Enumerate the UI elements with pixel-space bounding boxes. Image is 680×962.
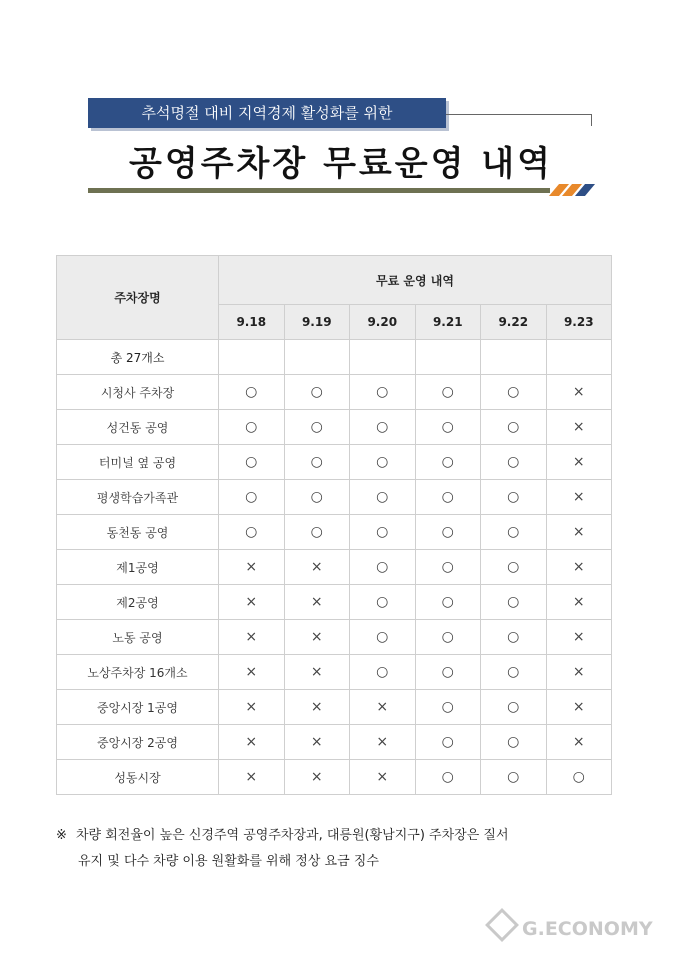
availability-mark: × [219,725,285,760]
availability-mark: ○ [219,480,285,515]
availability-mark: ○ [350,550,416,585]
free-operation-header: 무료 운영 내역 [219,256,612,305]
availability-mark: × [546,620,612,655]
availability-mark: × [219,585,285,620]
availability-mark: ○ [284,445,350,480]
availability-mark: ○ [481,620,547,655]
availability-mark: ○ [415,375,481,410]
parking-lot-name: 평생학습가족관 [57,480,219,515]
table-row [57,585,612,620]
availability-mark: × [284,725,350,760]
table-row [57,620,612,655]
availability-mark: ○ [415,445,481,480]
date-header: 9.23 [546,305,612,340]
availability-mark: ○ [219,375,285,410]
availability-mark: × [219,620,285,655]
availability-mark: ○ [481,760,547,795]
parking-lot-name: 동천동 공영 [57,515,219,550]
availability-mark: ○ [481,515,547,550]
table-row [57,410,612,445]
cube-logo-icon [485,908,519,942]
availability-mark: ○ [481,655,547,690]
availability-mark: ○ [284,375,350,410]
availability-mark: ○ [415,585,481,620]
table-row [57,515,612,550]
availability-mark: × [284,620,350,655]
availability-mark: × [284,760,350,795]
availability-mark: × [219,550,285,585]
availability-mark: ○ [350,375,416,410]
availability-mark: ○ [415,480,481,515]
availability-mark: × [350,760,416,795]
parking-lot-name: 성건동 공영 [57,410,219,445]
subtitle-banner: 추석명절 대비 지역경제 활성화를 위한 [88,98,446,128]
availability-mark: × [284,655,350,690]
total-row [57,340,612,375]
availability-mark: ○ [481,550,547,585]
availability-mark: ○ [350,480,416,515]
availability-mark: × [546,585,612,620]
availability-mark: × [284,690,350,725]
availability-mark: ○ [481,690,547,725]
availability-mark: ○ [481,445,547,480]
frame-line [446,114,592,115]
availability-mark: ○ [350,655,416,690]
availability-mark: ○ [284,410,350,445]
availability-mark: × [546,480,612,515]
availability-mark: ○ [481,585,547,620]
table-row [57,655,612,690]
note-line-1: 차량 회전율이 높은 신경주역 공영주차장과, 대릉원(황남지구) 주차장은 질서 [76,828,509,843]
availability-mark: ○ [415,620,481,655]
availability-mark: ○ [481,375,547,410]
availability-mark: × [284,550,350,585]
date-header: 9.22 [481,305,547,340]
frame-line-corner [591,114,592,126]
date-header: 9.21 [415,305,481,340]
availability-mark: × [546,445,612,480]
availability-mark: × [350,690,416,725]
page-title: 공영주차장 무료운영 내역 [129,144,553,184]
availability-mark: × [219,690,285,725]
table-row [57,550,612,585]
availability-mark: × [546,690,612,725]
total-label: 총 27개소 [57,340,219,375]
footnote [56,823,616,875]
availability-mark: ○ [415,515,481,550]
availability-mark: × [350,725,416,760]
availability-mark: × [546,515,612,550]
parking-lot-name: 제1공영 [57,550,219,585]
availability-mark: ○ [350,585,416,620]
availability-mark: × [219,760,285,795]
parking-lot-name: 중앙시장 1공영 [57,690,219,725]
parking-lot-name: 터미널 옆 공영 [57,445,219,480]
availability-mark: ○ [350,410,416,445]
table-row [57,480,612,515]
title-underline-bar [88,188,550,193]
availability-mark: ○ [284,480,350,515]
table-row [57,375,612,410]
availability-mark: × [546,410,612,445]
table-row [57,725,612,760]
date-header: 9.18 [219,305,285,340]
parking-lot-name: 노동 공영 [57,620,219,655]
table-row [57,760,612,795]
availability-mark: ○ [219,515,285,550]
availability-mark: ○ [415,690,481,725]
availability-mark: ○ [219,445,285,480]
availability-mark: ○ [350,620,416,655]
availability-mark: ○ [481,410,547,445]
note-symbol: ※ [56,828,67,843]
availability-mark: × [219,655,285,690]
parking-lot-name: 노상주차장 16개소 [57,655,219,690]
date-header: 9.19 [284,305,350,340]
availability-mark: ○ [219,410,285,445]
note-line-2: 유지 및 다수 차량 이용 원활화를 위해 정상 요금 징수 [78,854,379,869]
document-header [88,98,594,198]
availability-mark: × [546,375,612,410]
availability-mark: ○ [546,760,612,795]
availability-mark: ○ [481,480,547,515]
availability-mark: ○ [415,760,481,795]
parking-lot-name: 시청사 주차장 [57,375,219,410]
watermark-logo [490,913,653,940]
name-column-header: 주차장명 [57,256,219,340]
availability-mark: ○ [415,550,481,585]
parking-lot-name: 성동시장 [57,760,219,795]
parking-lot-name: 제2공영 [57,585,219,620]
table-row [57,690,612,725]
availability-mark: × [546,550,612,585]
availability-mark: ○ [350,515,416,550]
watermark-text: G.ECONOMY [522,918,653,940]
parking-lot-name: 중앙시장 2공영 [57,725,219,760]
availability-mark: × [546,655,612,690]
availability-mark: ○ [415,725,481,760]
availability-mark: ○ [481,725,547,760]
availability-mark: × [546,725,612,760]
availability-mark: ○ [350,445,416,480]
availability-mark: ○ [284,515,350,550]
parking-schedule-table [56,255,612,795]
availability-mark: ○ [415,410,481,445]
table-row [57,445,612,480]
availability-mark: ○ [415,655,481,690]
availability-mark: × [284,585,350,620]
date-header: 9.20 [350,305,416,340]
